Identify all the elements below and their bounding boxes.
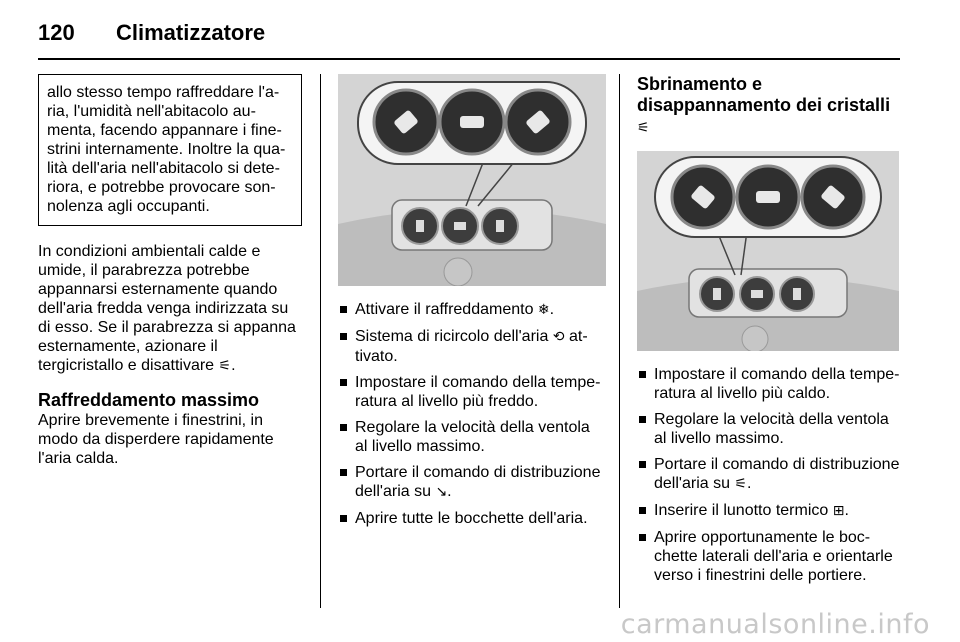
max-cooling-text: Aprire brevemente i finestrini, in modo da disperdere rapidamente l'aria calda. [38,412,274,467]
rear-window-heating-icon: ⊞ [832,503,845,519]
list-item: Regolare la velocità della ventola al livello massimo. [338,418,606,456]
max-cooling-heading: Raffreddamento massimo [38,390,260,410]
warning-box [38,74,302,226]
defrost-windscreen-icon: ⚟ [218,358,232,374]
climate-control-figure-cooling [338,74,606,286]
column-left [38,74,302,468]
climate-panel-illustration [338,74,606,286]
defrost-windscreen-icon: ⚟ [637,120,650,136]
air-to-head-icon: ↘ [435,484,448,500]
defrost-heading: Sbrinamento e disappannamento dei cristalli ⚟ [637,74,891,136]
list-item: Regolare la velocità della ventola al livello massimo. [637,410,903,448]
page-title: Climatizzatore [116,20,266,45]
list-item: Sistema di ricircolo dell'aria ⟲ attivato. [338,327,606,366]
humid-conditions-paragraph [38,242,302,376]
column-divider-left [320,74,321,608]
defrost-windscreen-icon: ⚟ [734,476,747,492]
page-number: 120 [38,20,75,45]
column-right [637,74,903,592]
climate-panel-illustration-defrost [637,151,899,351]
watermark: carmanualsonline.info [620,609,930,640]
list-item: Inserire il lunotto termico ⊞. [637,501,903,521]
page-header [38,18,900,64]
recirculation-icon: ⟲ [552,329,565,345]
humid-paragraph-text: In condizioni ambientali calde e umide, il parabrezza potrebbe appannarsi esternamente quando dell'aria fredda venga indirizzata su di esso. Se il parabrezza si appanna esternamente, azionare il tergicristallo e disattivare [38,243,296,374]
list-item: Aprire opportunamente le bocchette laterali dell'aria e orientarle verso i finestrini delle portiere. [637,528,903,585]
defrost-steps-list [637,365,903,585]
humid-paragraph-end: . [231,357,236,374]
list-item: Attivare il raffreddamento ❄. [338,300,606,320]
climate-control-figure-defrost [637,151,899,351]
list-item: Impostare il comando della temperatura al livello più freddo. [338,373,606,411]
warning-box-text: allo stesso tempo raffreddare l'aria, l'umidità nell'abitacolo aumenta, facendo appannare i finestrini internamente. Inoltre la qualità dell'aria nell'abitacolo si deteriora, e potrebbe provocare sonnolenza agli occupanti. [47,84,286,215]
list-item: Portare il comando di distribuzione dell'aria su ↘. [338,463,606,502]
list-item: Aprire tutte le bocchette dell'aria. [338,509,606,528]
list-item: Impostare il comando della temperatura al livello più caldo. [637,365,903,403]
column-middle [338,74,606,535]
column-divider-right [619,74,620,608]
header-rule [38,58,900,60]
list-item: Portare il comando di distribuzione dell'aria su ⚟. [637,455,903,494]
cooling-steps-list [338,300,606,528]
snowflake-icon: ❄ [537,302,550,318]
